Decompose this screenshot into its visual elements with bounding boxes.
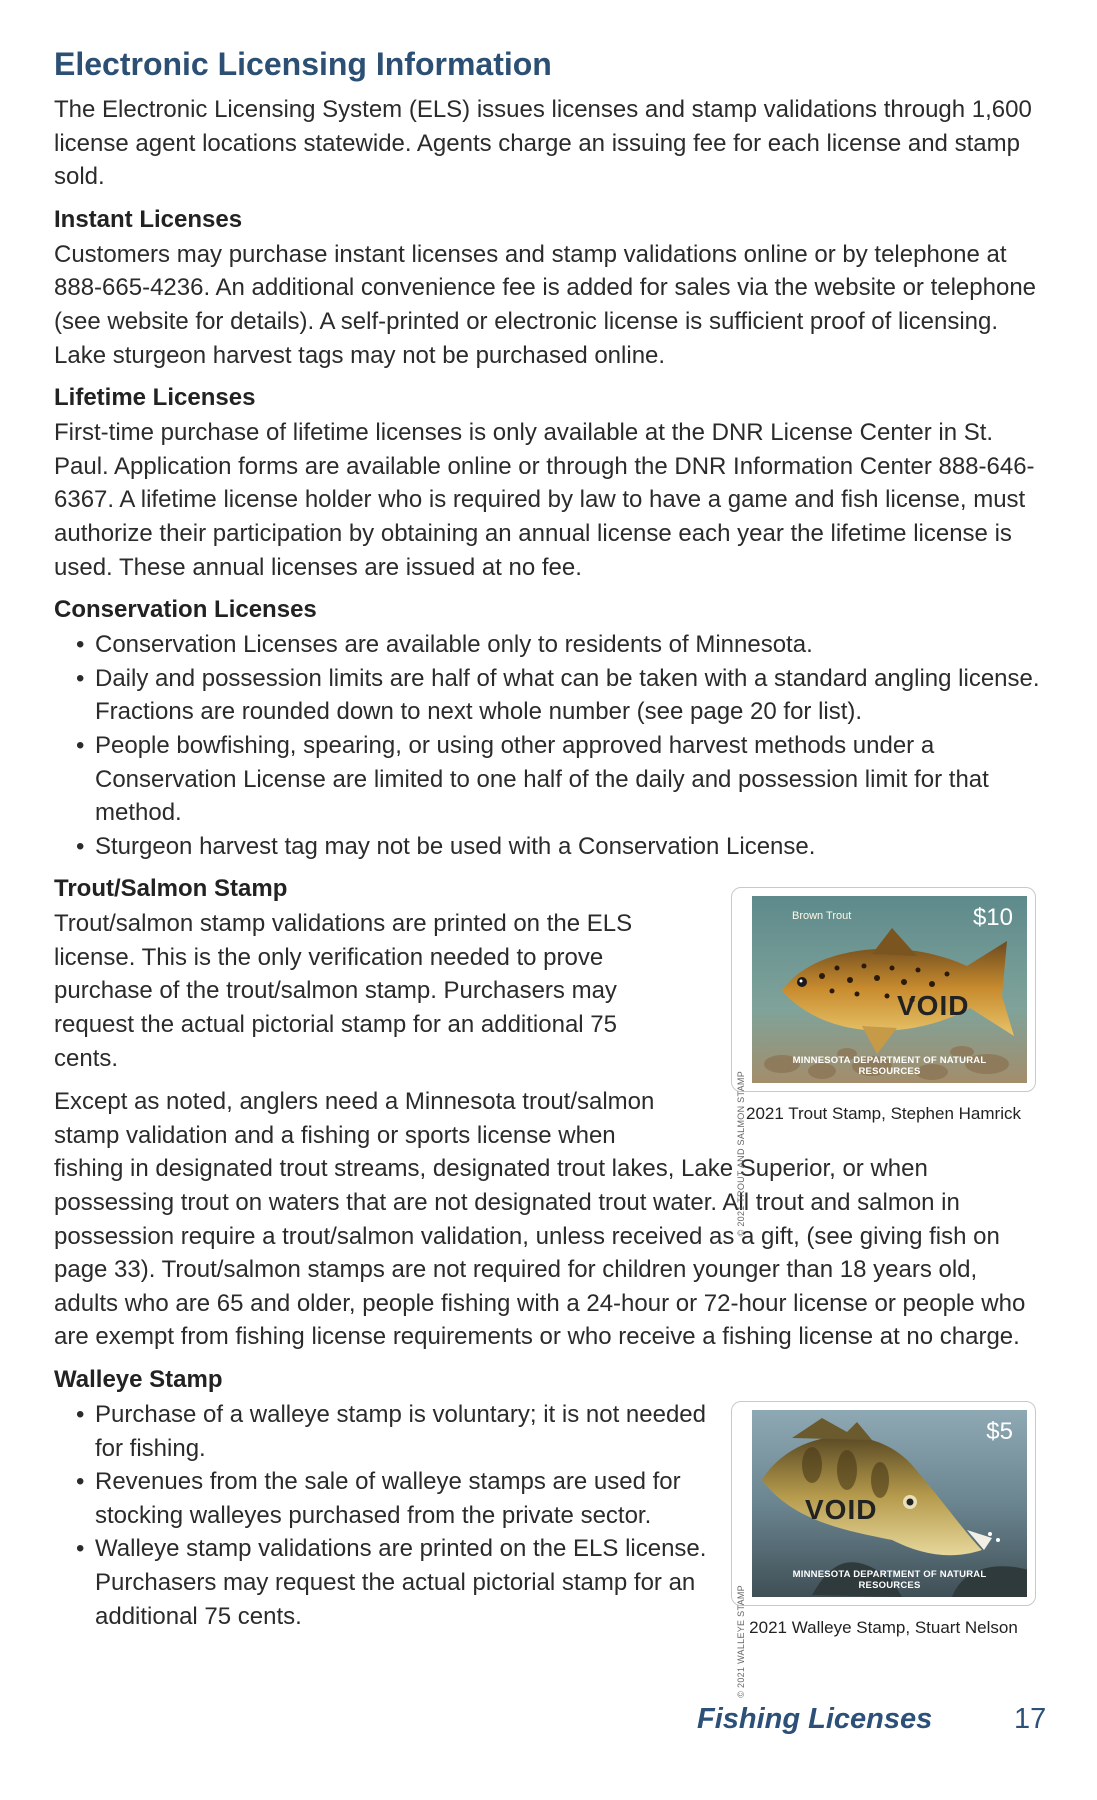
walleye-list: [54, 1398, 714, 1633]
lifetime-licenses-body: First-time purchase of lifetime licenses is only available at the DNR License Center in St. Paul. Application forms are available online or through the DNR Information Center 888-646-6367. A lifetime license holder who is required by law to have a game and fish license, must authorize their participation by obtaining an annual license each year the lifetime license is used. These annual licenses are issued at no fee.: [54, 419, 1035, 581]
list-item: • Conservation Licenses are available only to residents of Minnesota.: [54, 628, 1044, 662]
instant-licenses-heading: Instant Licenses: [54, 205, 243, 233]
list-item: • Revenues from the sale of walleye stamps are used for stocking walleyes purchased from the private sector.: [54, 1465, 714, 1532]
walleye-stamp-agency: MINNESOTA DEPARTMENT OF NATURAL RESOURCES: [792, 1569, 987, 1591]
trout-stamp-caption: 2021 Trout Stamp, Stephen Hamrick: [746, 1104, 1021, 1123]
trout-stamp-para2b: fishing in designated trout streams, designated trout lakes, Lake Superior, or when possessing trout on waters that are not designated trout water. All trout and salmon in possession require a trout/salmon validation, unless received as a gift, (see giving fish on page 33). Trout/salmon stamps are not required for children younger than 18 years old, adults who are 65 and older, people fishing with a 24-hour or 72-hour license or people who are exempt from fishing license requirements or who receive a fishing license at no charge.: [54, 1155, 1026, 1351]
trout-stamp-side-text: © 2021 TROUT AND SALMON STAMP: [736, 1071, 746, 1237]
walleye-stamp-image: [752, 1410, 1027, 1597]
list-item: • People bowfishing, spearing, or using other approved harvest methods under a Conservation License are limited to one half of the daily and possession limit for that method.: [54, 729, 1044, 830]
trout-stamp-heading: Trout/Salmon Stamp: [54, 875, 288, 903]
walleye-stamp-void: VOID: [805, 1494, 878, 1525]
conservation-list: [54, 628, 1044, 863]
walleye-stamp-heading: Walleye Stamp: [54, 1366, 223, 1393]
walleye-stamp-price: $5: [986, 1418, 1013, 1445]
trout-stamp-para2a: Except as noted, anglers need a Minnesota trout/salmon stamp validation and a fishing or sports license when: [54, 1088, 655, 1149]
trout-stamp-void: VOID: [897, 990, 970, 1021]
walleye-stamp-figure: [731, 1401, 1036, 1698]
list-item: • Walleye stamp validations are printed on the ELS license. Purchasers may request the actual pictorial stamp for an additional 75 cents.: [54, 1532, 714, 1633]
list-item: • Daily and possession limits are half of what can be taken with a standard angling license. Fractions are rounded down to next whole number (see page 20 for list).: [54, 662, 1044, 729]
conservation-licenses-heading: Conservation Licenses: [54, 596, 317, 624]
walleye-stamp-caption: 2021 Walleye Stamp, Stuart Nelson: [749, 1618, 1018, 1637]
walleye-stamp-side-text: © 2021 WALLEYE STAMP: [736, 1585, 746, 1698]
instant-licenses-body: Customers may purchase instant licenses and stamp validations online or by telephone at 888-665-4236. An additional convenience fee is added for sales via the website or telephone (see website for details). A self-printed or electronic license is sufficient proof of licensing. Lake sturgeon harvest tags may not be purchased online.: [54, 240, 1037, 369]
lifetime-licenses-heading: Lifetime Licenses: [54, 384, 256, 412]
trout-stamp-image: [752, 896, 1027, 1083]
intro-paragraph: The Electronic Licensing System (ELS) issues licenses and stamp validations through 1,600 license agent locations statewide. Agents charge an issuing fee for each license and stamp sold.: [54, 96, 1032, 191]
page-number: 17: [1014, 1703, 1047, 1735]
page-title: Electronic Licensing Information: [54, 46, 552, 82]
footer-section-title: Fishing Licenses: [697, 1703, 933, 1735]
list-item: • Purchase of a walleye stamp is voluntary; it is not needed for fishing.: [54, 1398, 714, 1465]
trout-stamp-para1: Trout/salmon stamp validations are printed on the ELS license. This is the only verification needed to prove purchase of the trout/salmon stamp. Purchasers may request the actual pictorial stamp for an additional 75 cents.: [54, 910, 633, 1072]
stamp-species-label: Brown Trout: [792, 910, 852, 922]
list-item: • Sturgeon harvest tag may not be used with a Conservation License.: [54, 830, 1044, 864]
trout-stamp-figure: [731, 887, 1036, 1237]
trout-stamp-agency: MINNESOTA DEPARTMENT OF NATURAL RESOURCES: [792, 1055, 987, 1077]
trout-stamp-price: $10: [972, 904, 1013, 931]
